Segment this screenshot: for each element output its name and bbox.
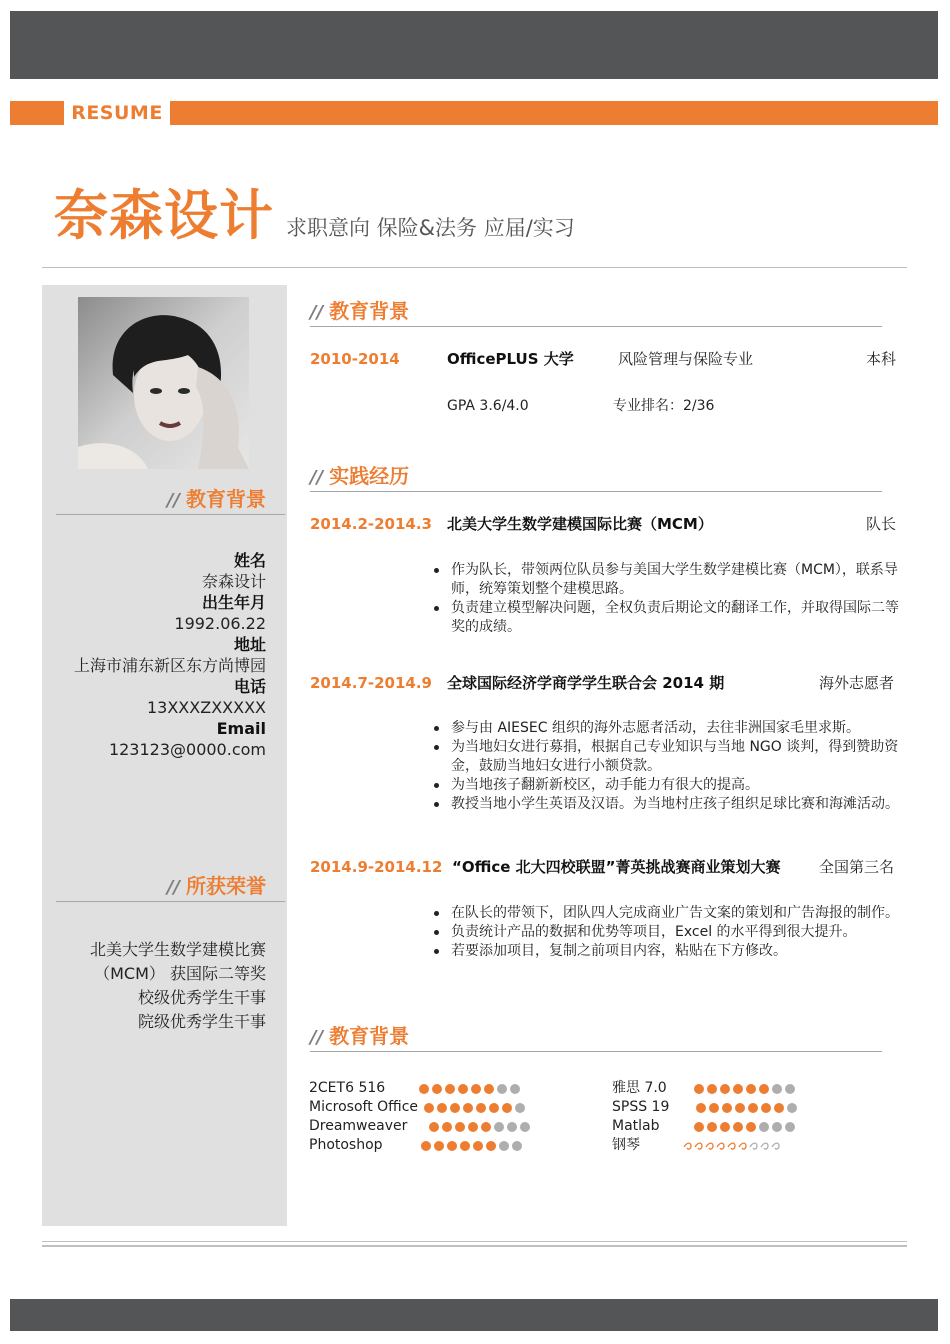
rating-dot-empty: [759, 1122, 769, 1132]
honor-item: 院级优秀学生干事: [137, 1012, 266, 1031]
portrait-photo-icon: [78, 297, 249, 469]
footer-divider: [42, 1241, 907, 1242]
resume-bar-right: [170, 101, 938, 125]
rating-dot-empty: [772, 1122, 782, 1132]
rating-dot-filled: [421, 1141, 431, 1151]
skill-rating: [424, 1102, 528, 1114]
list-item: 参与由 AIESEC 组织的海外志愿者活动，去往非洲国家毛里求斯。: [432, 719, 908, 738]
rating-dot-empty: [494, 1122, 504, 1132]
rating-dot-filled: [774, 1103, 784, 1113]
candidate-name: 奈森设计: [54, 184, 274, 247]
skill-name: 雅思 7.0: [612, 1080, 667, 1096]
rating-dot-filled: [437, 1103, 447, 1113]
education-school: OfficePLUS 大学: [447, 350, 574, 368]
portrait-photo: [78, 297, 249, 469]
list-item: 教授当地小学生英语及汉语。为当地村庄孩子组织足球比赛和海滩活动。: [432, 795, 908, 814]
rating-dot-filled: [486, 1141, 496, 1151]
rating-dot-empty: [499, 1141, 509, 1151]
rating-dot-empty: [520, 1122, 530, 1132]
skill-name: Dreamweaver: [309, 1118, 408, 1134]
rating-dot-filled: [746, 1122, 756, 1132]
rating-dot-filled: [489, 1103, 499, 1113]
rating-dot-filled: [432, 1084, 442, 1094]
rating-dot-filled: [696, 1103, 706, 1113]
rating-dot-filled: [748, 1103, 758, 1113]
rating-dot-filled: [424, 1103, 434, 1113]
honors-list: [36, 938, 266, 1034]
top-banner: [10, 11, 938, 79]
rating-dot-empty: [515, 1103, 525, 1113]
rating-dot-filled: [445, 1084, 455, 1094]
education-major: 风险管理与保险专业: [618, 350, 754, 368]
rating-dot-filled: [455, 1122, 465, 1132]
personal-info: [36, 550, 266, 760]
practice-title: // 实践经历: [310, 464, 410, 488]
rating-dot-filled: [759, 1084, 769, 1094]
rating-dot-filled: [460, 1141, 470, 1151]
skill-name: 钢琴: [612, 1137, 640, 1153]
honor-item: （MCM） 获国际二等奖: [94, 964, 266, 983]
education-rank: 专业排名：2/36: [613, 398, 715, 414]
rating-dot-filled: [468, 1122, 478, 1132]
practice-role-2: 海外志愿者: [819, 674, 895, 692]
skill-name: 2CET6 516: [309, 1080, 386, 1096]
info-value-email: 123123@0000.com: [108, 740, 266, 759]
rating-dot-empty: [510, 1084, 520, 1094]
practice-role-3: 全国第三名: [819, 858, 895, 876]
skills-title: // 教育背景: [310, 1024, 410, 1048]
rating-dot-filled: [735, 1103, 745, 1113]
info-label-name: 姓名: [233, 551, 266, 570]
rating-dot-filled: [463, 1103, 473, 1113]
skills-divider: [310, 1051, 882, 1052]
rating-dot-filled: [720, 1084, 730, 1094]
skill-rating: [694, 1121, 798, 1133]
rating-dot-filled: [484, 1084, 494, 1094]
rating-dot-empty: [785, 1084, 795, 1094]
info-label-phone: 电话: [233, 677, 266, 696]
rating-dot-filled: [707, 1084, 717, 1094]
resume-bar-left: [10, 101, 64, 125]
rating-dot-filled: [694, 1084, 704, 1094]
header-divider: [42, 267, 907, 268]
skill-rating: [419, 1083, 523, 1095]
sidebar-info-divider: [56, 514, 285, 515]
education-divider: [310, 326, 882, 327]
rating-dot-filled: [733, 1122, 743, 1132]
rating-dot-filled: [707, 1122, 717, 1132]
rating-dot-empty: [787, 1103, 797, 1113]
info-value-address: 上海市浦东新区东方尚博园: [73, 656, 266, 675]
bottom-banner: [10, 1299, 938, 1331]
sidebar-honors-divider: [56, 901, 285, 902]
rating-dot-empty: [497, 1084, 507, 1094]
rating-dot-filled: [473, 1141, 483, 1151]
rating-dot-filled: [502, 1103, 512, 1113]
list-item: 负责统计产品的数据和优势等项目，Excel 的水平得到很大提升。: [432, 923, 908, 942]
rating-dot-empty: [785, 1122, 795, 1132]
rating-dot-empty: [512, 1141, 522, 1151]
rating-dot-filled: [429, 1122, 439, 1132]
skill-name: SPSS 19: [612, 1099, 670, 1115]
list-item: 作为队长，带领两位队员参与美国大学生数学建模比赛（MCM），联系导师，统筹策划整个建模思路。: [432, 561, 908, 599]
info-label-email: Email: [216, 719, 266, 738]
info-value-phone: 13XXXZXXXXX: [146, 698, 266, 717]
rating-dot-filled: [458, 1084, 468, 1094]
practice-bullets-3: [432, 904, 908, 961]
rating-dot-filled: [481, 1122, 491, 1132]
skill-name: Microsoft Office: [309, 1099, 419, 1115]
skill-name: Photoshop: [309, 1137, 383, 1153]
practice-org-3: “Office 北大四校联盟”菁英挑战赛商业策划大赛: [452, 858, 781, 876]
practice-org-1: 北美大学生数学建模国际比赛（MCM）: [447, 515, 713, 533]
rating-dot-filled: [694, 1122, 704, 1132]
info-value-birth: 1992.06.22: [174, 614, 266, 633]
list-item: 若要添加项目，复制之前项目内容，粘贴在下方修改。: [432, 942, 908, 961]
education-degree: 本科: [866, 350, 897, 368]
skill-rating: [421, 1140, 525, 1152]
education-gpa: GPA 3.6/4.0: [447, 398, 529, 414]
practice-date-3: 2014.9-2014.12: [310, 858, 443, 876]
practice-bullets-1: [432, 561, 908, 637]
skill-rating-squiggle: [682, 1142, 786, 1152]
rating-dot-filled: [476, 1103, 486, 1113]
education-title: // 教育背景: [310, 299, 410, 323]
practice-divider: [310, 491, 882, 492]
rating-dot-filled: [709, 1103, 719, 1113]
rating-dot-filled: [434, 1141, 444, 1151]
list-item: 负责建立模型解决问题，全权负责后期论文的翻译工作，并取得国际二等奖的成绩。: [432, 599, 908, 637]
rating-dot-filled: [450, 1103, 460, 1113]
practice-role-1: 队长: [866, 515, 897, 533]
rating-dot-filled: [761, 1103, 771, 1113]
sidebar-honors-title: // 所获荣誉: [166, 874, 266, 898]
practice-date-2: 2014.7-2014.9: [310, 674, 432, 692]
rating-dot-empty: [772, 1084, 782, 1094]
rating-dot-filled: [442, 1122, 452, 1132]
list-item: 为当地妇女进行募捐，根据自己专业知识与当地 NGO 谈判，得到赞助资金，鼓励当地妇女进行小额贷款。: [432, 738, 908, 776]
list-item: 为当地孩子翻新新校区，动手能力有很大的提高。: [432, 776, 908, 795]
skill-name: Matlab: [612, 1118, 660, 1134]
info-label-birth: 出生年月: [201, 593, 266, 612]
rating-dot-empty: [507, 1122, 517, 1132]
rating-dot-filled: [720, 1122, 730, 1132]
practice-bullets-2: [432, 719, 908, 814]
practice-date-1: 2014.2-2014.3: [310, 515, 432, 533]
practice-org-2: 全球国际经济学商学学生联合会 2014 期: [447, 674, 725, 692]
rating-dot-filled: [746, 1084, 756, 1094]
rating-dot-filled: [419, 1084, 429, 1094]
education-date: 2010-2014: [310, 350, 400, 368]
rating-dot-filled: [733, 1084, 743, 1094]
resume-label: RESUME: [71, 102, 163, 124]
info-label-address: 地址: [233, 635, 266, 654]
job-intent: 求职意向 保险&法务 应届/实习: [286, 216, 575, 240]
skill-rating: [429, 1121, 533, 1133]
rating-dot-filled: [722, 1103, 732, 1113]
honor-item: 北美大学生数学建模比赛: [89, 940, 266, 959]
honor-item: 校级优秀学生干事: [137, 988, 266, 1007]
footer-divider-thick: [42, 1245, 907, 1247]
rating-dot-filled: [471, 1084, 481, 1094]
info-value-name: 奈森设计: [201, 572, 266, 591]
sidebar-info-title: // 教育背景: [166, 487, 266, 511]
list-item: 在队长的带领下，团队四人完成商业广告文案的策划和广告海报的制作。: [432, 904, 908, 923]
skill-rating: [696, 1102, 800, 1114]
rating-dot-filled: [447, 1141, 457, 1151]
skill-rating: [694, 1083, 798, 1095]
